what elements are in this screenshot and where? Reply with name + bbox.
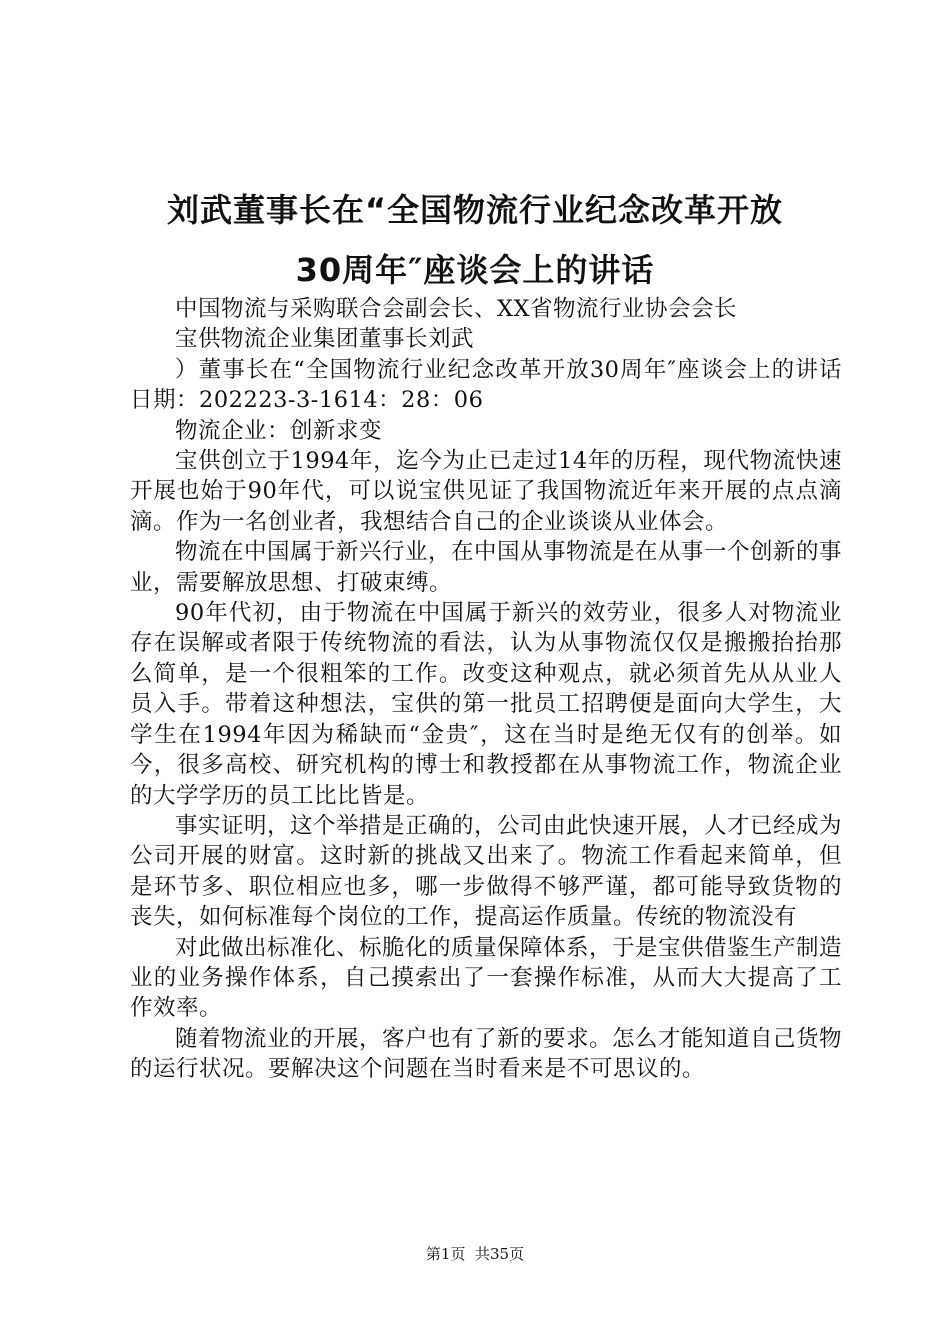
document-body <box>130 294 842 1085</box>
section-heading: 物流企业：创新求变 <box>175 417 383 444</box>
author-affiliation: 中国物流与采购联合会副会长、XX省物流行业协会会长 <box>175 296 738 322</box>
body-paragraph: 宝供创立于1994年，迄今为止已走过14年的历程，现代物流快速开展也始于90年代，可以说宝供见证了我国物流近年来开展的点点滴滴。作为一名创业者，我想结合自己的企业谈谈从业体会。 <box>130 448 842 535</box>
author-name: 宝供物流企业集团董事长刘武 <box>175 326 475 353</box>
body-paragraph: 90年代初，由于物流在中国属于新兴的效劳业，很多人对物流业存在误解或者限于传统物流的看法，认为从事物流仅仅是搬搬抬抬那么简单，是一个很粗笨的工作。改变这种观点，就必须首先从从业人员入手。带着这种想法，宝供的第一批员工招聘便是面向大学生，大学生在1994年因为稀缺而“金贵″，这在当时是绝无仅有的创举。如今，很多高校、研究机构的博士和教授都在从事物流工作，物流企业的大学学历的员工比比皆是。 <box>130 600 842 809</box>
document-title-line-1: 刘武董事长在“全国物流行业纪念改革开放 <box>166 191 784 229</box>
body-paragraph: 随着物流业的开展，客户也有了新的要求。怎么才能知道自己货物的运行状况。要解决这个问题在当时看来是不可思议的。 <box>130 1025 843 1083</box>
speech-info: ）董事长在“全国物流行业纪念改革开放30周年″座谈会上的讲话日期：202223-3-1614：28：06 <box>130 356 842 414</box>
body-paragraph: 事实证明，这个举措是正确的，公司由此快速开展，人才已经成为公司开展的财富。这时新的挑战又出来了。物流工作看起来简单，但是环节多、职位相应也多，哪一步做得不够严谨，都可能导致货物的丧失，如何标准每个岗位的工作，提高运作质量。传统的物流没有 <box>130 812 843 931</box>
body-paragraph: 物流在中国属于新兴行业，在中国从事物流是在从事一个创新的事业，需要解放思想、打破束缚。 <box>130 539 843 596</box>
page-number-footer: 第1页 共35页 <box>425 1245 525 1263</box>
body-paragraph: 对此做出标准化、标脆化的质量保障体系，于是宝供借鉴生产制造业的业务操作体系，自己摸索出了一套操作标准，从而大大提高了工作效率。 <box>130 934 843 1022</box>
document-title-line-2: 30周年″座谈会上的讲话 <box>295 251 655 289</box>
